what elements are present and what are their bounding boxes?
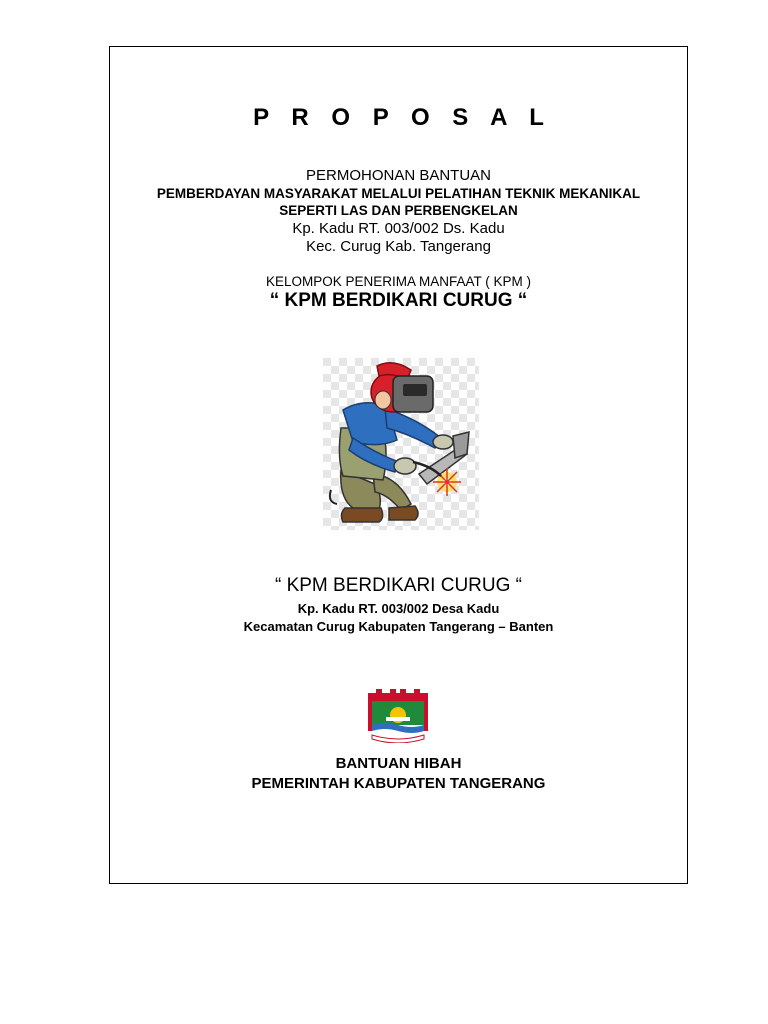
group-name: “ KPM BERDIKARI CURUG “	[269, 290, 528, 311]
full-address-line-1: Kp. Kadu RT. 003/002 Desa Kadu	[297, 601, 500, 616]
group-name-repeat: “ KPM BERDIKARI CURUG “	[274, 575, 523, 596]
address-line-2: Kec. Curug Kab. Tangerang	[306, 238, 491, 255]
group-label: KELOMPOK PENERIMA MANFAAT ( KPM )	[265, 274, 532, 289]
welder-illustration	[323, 358, 479, 530]
grant-line-1: BANTUAN HIBAH	[335, 755, 462, 772]
request-line: PERMOHONAN BANTUAN	[305, 167, 492, 184]
document-title: P R O P O S A L	[253, 104, 552, 131]
kabupaten-emblem	[366, 689, 430, 743]
subject-line-1: PEMBERDAYAN MASYARAKAT MELALUI PELATIHAN TEKNIK MEKANIKAL	[156, 186, 641, 201]
grant-line-2: PEMERINTAH KABUPATEN TANGERANG	[251, 775, 546, 792]
address-line-1: Kp. Kadu RT. 003/002 Ds. Kadu	[292, 220, 505, 237]
subject-line-2: SEPERTI LAS DAN PERBENGKELAN	[279, 203, 518, 218]
full-address-line-2: Kecamatan Curug Kabupaten Tangerang – Banten	[243, 619, 554, 634]
